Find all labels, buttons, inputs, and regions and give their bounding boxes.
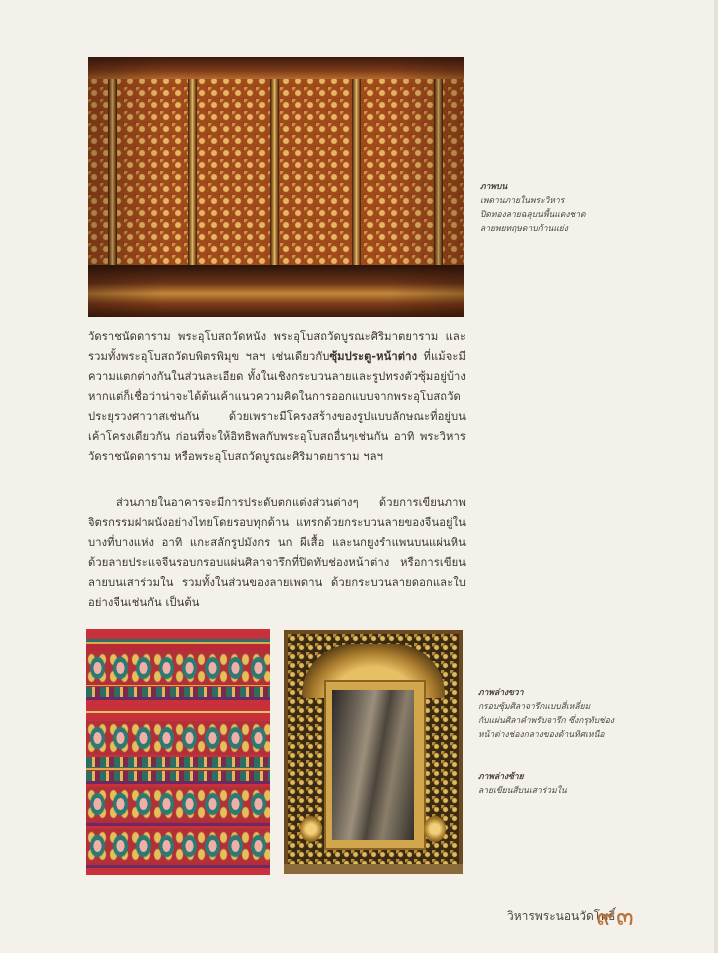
caption-line: หน้าต่างช่องกลางของด้านทิศเหนือ	[478, 730, 605, 740]
mural-motif-band	[86, 787, 270, 821]
caption-line: ปิดทองลายฉลุบนพื้นแดงชาด	[480, 210, 586, 220]
mural-pillar-photo	[86, 629, 270, 875]
paragraph-text: วัดราชนัดดาราม พระอุโบสถวัดหนัง พระอุโบสถวัดบูรณะศิริมาตยาราม และรวมทั้งพระอุโบสถวัดบพิตรพิมุข ฯลฯ เช่นเดียวกับ	[88, 330, 466, 363]
caption-bottom-right	[478, 686, 614, 742]
mural-border-band	[86, 757, 270, 767]
page-number: ๙๓	[596, 902, 635, 932]
body-paragraph-2	[88, 493, 466, 613]
caption-line: ลายเขียนสีบนเสาร่วมใน	[478, 786, 567, 796]
medallion-ornament	[300, 816, 322, 842]
stone-slab	[332, 690, 414, 840]
mural-motif-band	[86, 721, 270, 755]
paragraph-emphasis: ซุ้มประตู-หน้าต่าง	[329, 350, 418, 363]
running-footer-title: วิหารพระนอนวัดโพธิ์	[507, 909, 616, 923]
medallion-ornament	[424, 816, 446, 842]
caption-line: เพดานภายในพระวิหาร	[480, 196, 565, 206]
caption-line: ลายพยทฤษดาบก้านแย่ง	[480, 224, 568, 234]
mural-motif-band	[86, 651, 270, 685]
caption-heading: ภาพล่างขวา	[478, 688, 524, 698]
caption-heading: ภาพล่างซ้าย	[478, 772, 524, 782]
paragraph-text: ส่วนภายในอาคารจะมีการประดับตกแต่งส่วนต่างๆ ด้วยการเขียนภาพจิตรกรรมฝาผนังอย่างไทยโดยรอบทุกด้าน แทรกด้วยกระบวนลายของจีนอยู่ในบางที่บางแห่ง อาทิ แกะสลักรูปมังกร นก ผีเสื้อ และนกยูงรำแพนบนแผ่นหินด้วยลายประแจจีนรอบกรอบแผ่นศิลาจารึกที่ปิดทับช่องหน้าต่าง หรือการเขียนลายบนเสาร่วมใน รวมทั้งในส่วนของลายเพดาน ด้วยกระบวนลายดอกและใบอย่างจีนเช่นกัน เป็นต้น	[88, 496, 466, 609]
page-edge	[714, 0, 718, 953]
frame-base	[284, 864, 463, 874]
mural-border-band	[86, 771, 270, 781]
photo-shade	[88, 57, 464, 317]
caption-line: กับแผ่นศิลาคำพรับจารึก ซึ่งกรุทับช่อง	[478, 716, 615, 726]
mural-motif-band	[86, 829, 270, 863]
caption-line: กรอบซุ้มศิลาจารึกแบบสี่เหลี่ยม	[478, 702, 591, 712]
caption-heading: ภาพบน	[480, 182, 508, 192]
mural-border-band	[86, 687, 270, 697]
ceiling-photo	[88, 57, 464, 317]
caption-bottom-left	[478, 770, 567, 798]
body-paragraph-1	[88, 327, 466, 467]
paragraph-text: ที่แม้จะมีความแตกต่างกันในส่วนละเอียด ทั้งในเชิงกระบวนลายและรูปทรงตัวซุ้มอยู่บ้าง หากแต่ก็เชื่อว่าน่าจะได้ต้นเค้าแนวความคิดในการออกแบบจากพระอุโบสถวัดประยุรวงศาวาสเช่นกัน ด้วยเพราะมีโครงสร้างของรูปแบบลักษณะที่อยู่บนเค้าโครงเดียวกัน ก่อนที่จะให้อิทธิพลกับพระอุโบสถอื่นๆเช่นกัน อาทิ พระวิหารวัดราชนัดดาราม หรือพระอุโบสถวัดบูรณะศิริมาตยาราม ฯลฯ	[88, 350, 466, 463]
caption-top	[480, 180, 586, 236]
inscription-frame-photo	[284, 630, 463, 874]
